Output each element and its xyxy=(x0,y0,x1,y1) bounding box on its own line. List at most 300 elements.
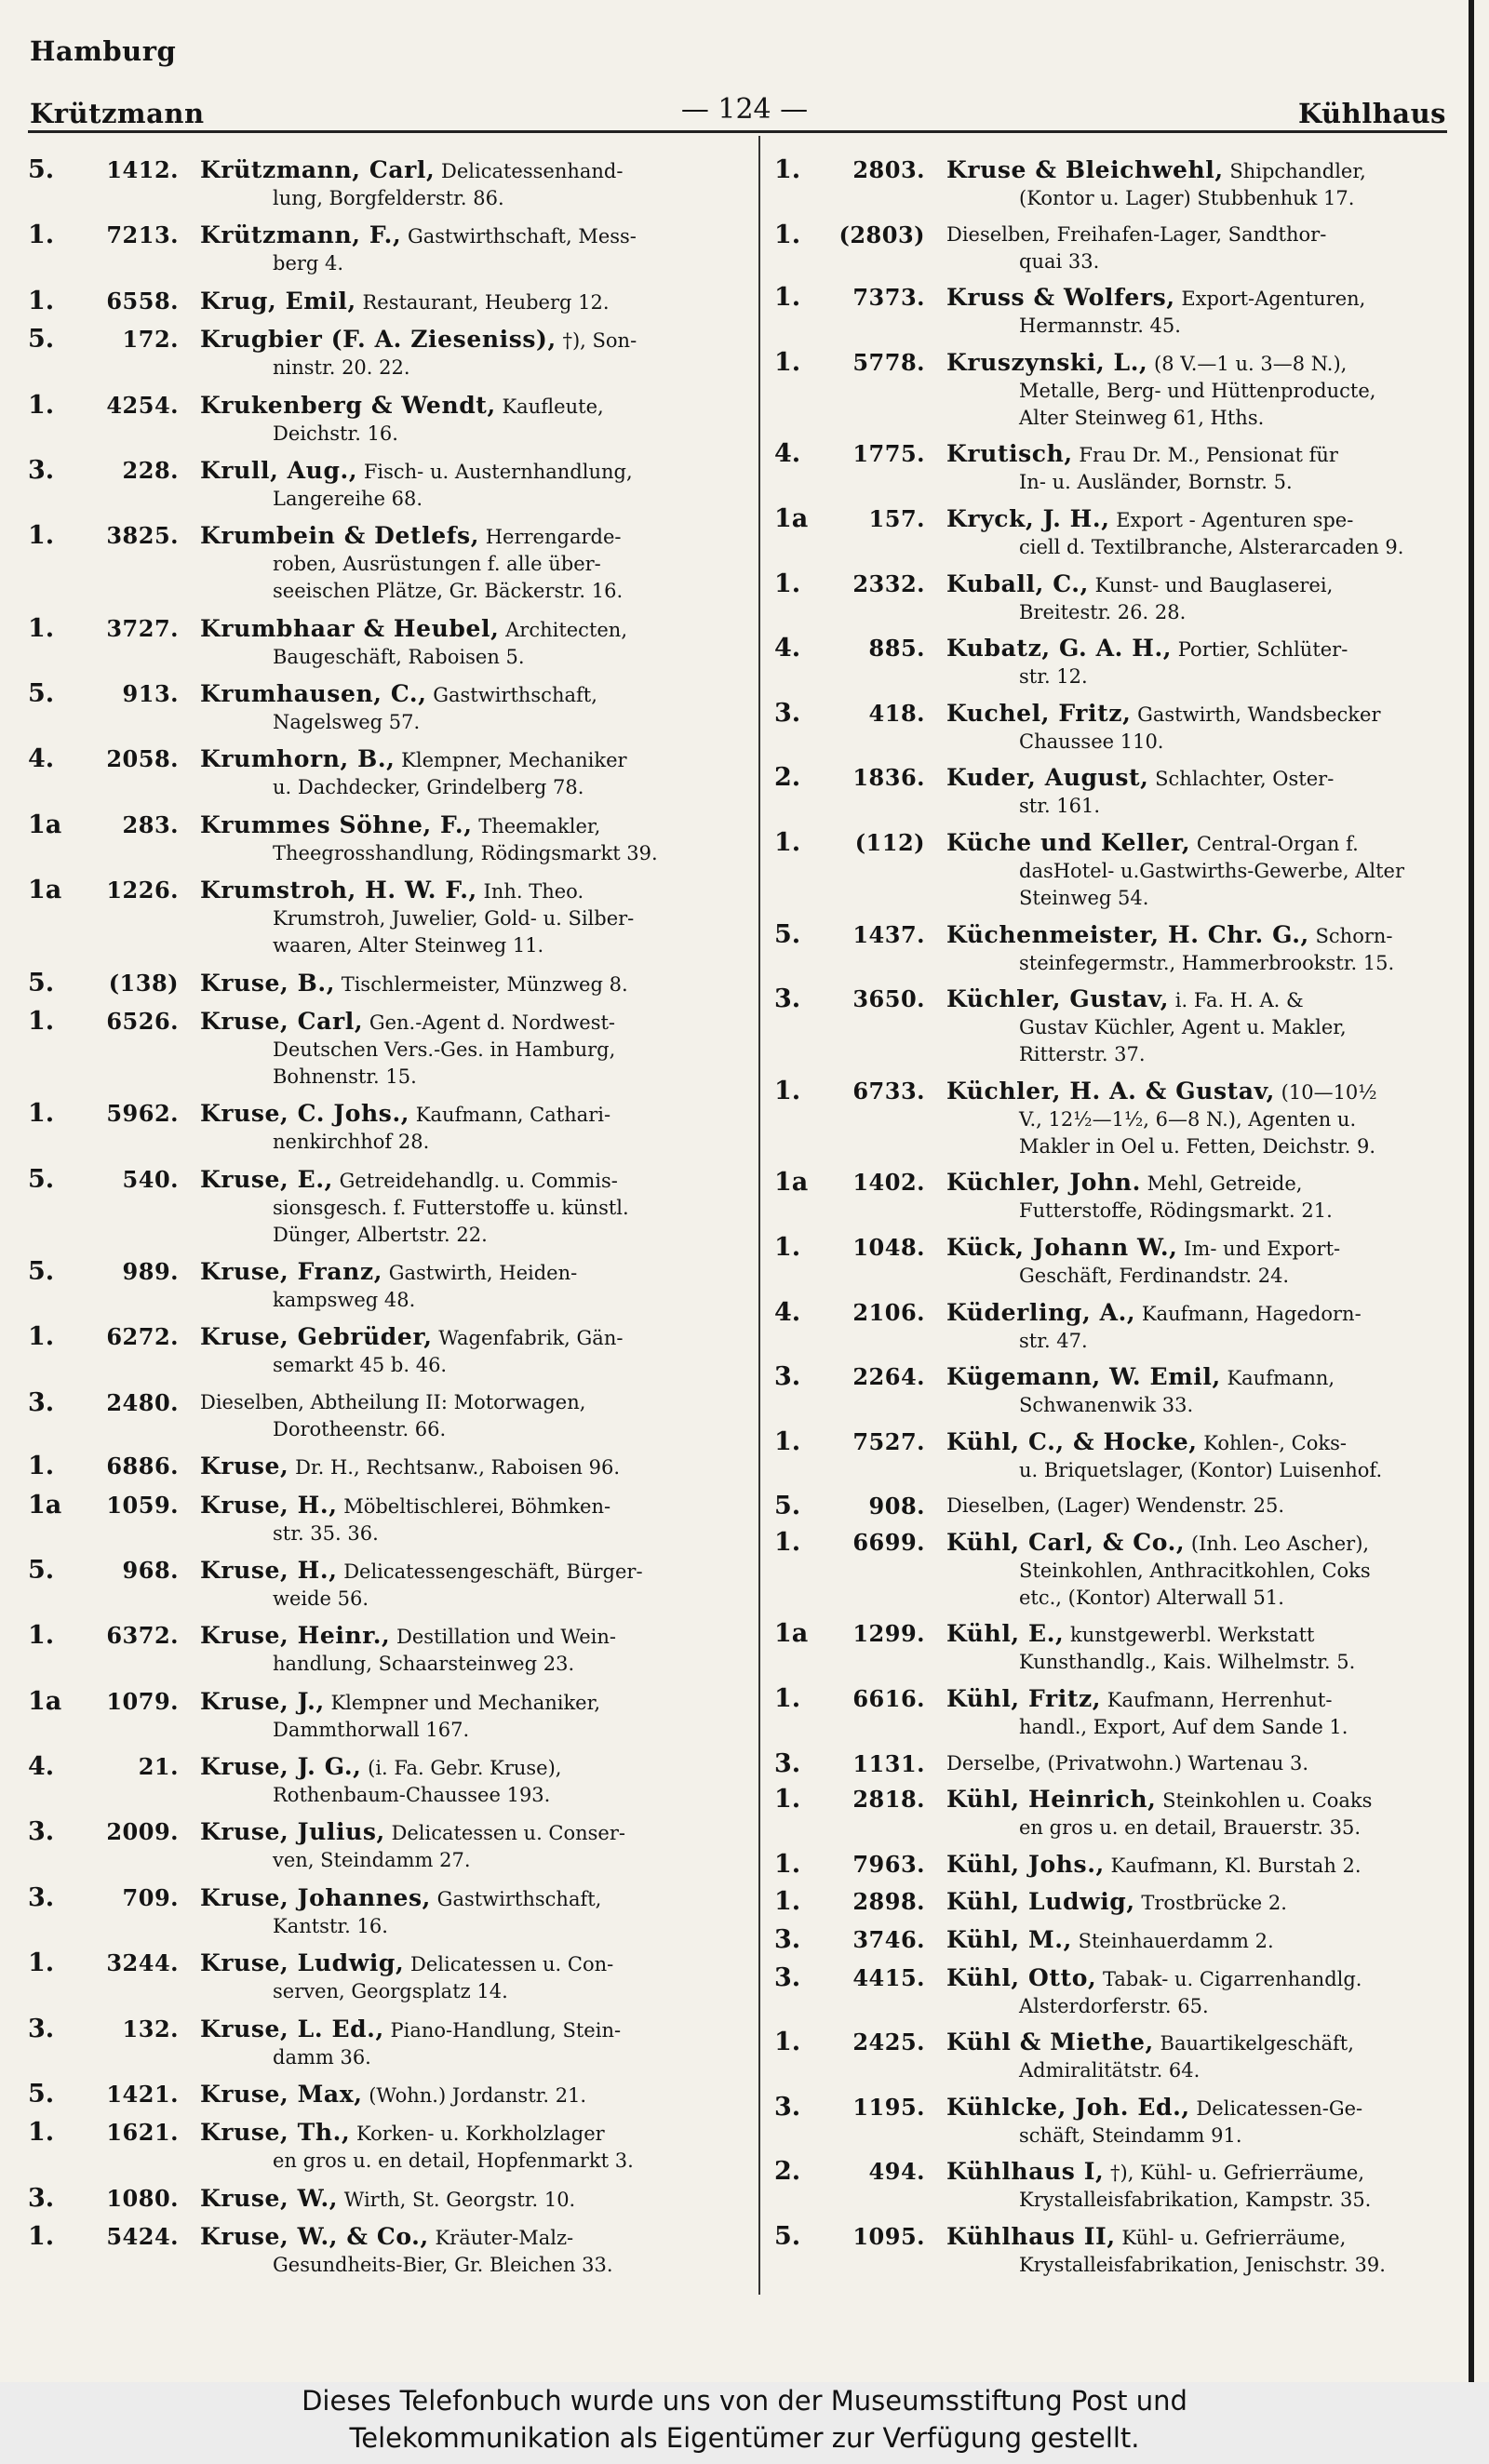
entry-detail: Central-Organ f. xyxy=(1196,832,1359,855)
exchange-code: 5. xyxy=(28,2079,55,2109)
phone-number: 885. xyxy=(868,635,925,663)
entry-detail: Wagenfabrik, Gän- xyxy=(438,1327,624,1350)
entry-detail: Dr. H., Rechtsanw., Raboisen 96. xyxy=(295,1456,621,1480)
phone-number: 157. xyxy=(868,504,925,532)
entry-detail: Schorn- xyxy=(1315,924,1393,947)
directory-entry xyxy=(28,2015,744,2071)
entry-continuation: Theegrosshandlung, Rödingsmarkt 39. xyxy=(273,841,658,864)
entry-detail: Export-Agenturen, xyxy=(1181,288,1366,311)
entry-detail: (10—10½ xyxy=(1281,1080,1377,1104)
entry-detail: Shipchandler, xyxy=(1229,160,1366,182)
phone-number: 2803. xyxy=(852,156,925,183)
exchange-code: 1. xyxy=(774,1527,801,1557)
exchange-code: 5. xyxy=(28,968,55,998)
entry-continuation: Dammthorwall 167. xyxy=(273,1718,470,1741)
entry-continuation: Ritterstr. 37. xyxy=(1019,1043,1146,1066)
exchange-code: 3. xyxy=(28,455,55,485)
page-number: — 124 — xyxy=(680,93,809,126)
phone-number: 6558. xyxy=(106,287,179,315)
phone-number: 1095. xyxy=(852,2223,925,2250)
entry-continuation: Steinkohlen, Anthracitkohlen, Coks xyxy=(1019,1559,1371,1582)
entry-detail: Delicatessen u. Con- xyxy=(410,1953,614,1976)
entry-detail: Architecten, xyxy=(505,618,628,641)
directory-entry xyxy=(28,2081,744,2109)
directory-entry xyxy=(28,1100,744,1156)
entry-continuation: damm 36. xyxy=(273,2045,371,2069)
phone-number: 2106. xyxy=(852,1298,925,1326)
entry-name: Kruse & Bleichwehl, xyxy=(946,156,1224,183)
entry-detail: Möbeltischlerei, Böhmken- xyxy=(343,1494,611,1518)
directory-entry xyxy=(28,615,744,671)
entry-name: Kruse, W., xyxy=(200,2184,339,2212)
entry-continuation: steinfegermstr., Hammerbrookstr. 15. xyxy=(1019,951,1395,974)
exchange-code: 1. xyxy=(774,1785,801,1815)
exchange-code: 1. xyxy=(774,1684,801,1714)
exchange-code: 3. xyxy=(774,2092,801,2122)
entry-name: Kruse, Th., xyxy=(200,2119,351,2147)
entry-name: Kügemann, W. Emil, xyxy=(946,1363,1221,1391)
entry-name: Kruse, Max, xyxy=(200,2080,363,2108)
entry-name: Kruse, E., xyxy=(200,1165,333,1193)
entry-name: Küchler, H. A. & Gustav, xyxy=(946,1077,1275,1105)
entry-continuation: Steinweg 54. xyxy=(1019,886,1149,909)
entry-name: Krukenberg & Wendt, xyxy=(200,391,496,419)
directory-entry xyxy=(774,1234,1458,1290)
entry-continuation: lung, Borgfelderstr. 86. xyxy=(273,187,504,209)
phone-number: 2264. xyxy=(852,1363,925,1391)
entry-continuation: sionsgesch. f. Futterstoffe u. künstl. xyxy=(273,1196,629,1219)
exchange-code: 1. xyxy=(28,221,55,250)
directory-entry xyxy=(774,284,1458,340)
entry-continuation: Dorotheenstr. 66. xyxy=(273,1417,447,1440)
entry-name: Kuball, C., xyxy=(946,569,1089,597)
entry-name: Krugbier (F. A. Zieseniss), xyxy=(200,326,557,354)
entry-name: Kruse, xyxy=(200,1453,289,1480)
exchange-code: 1. xyxy=(28,1948,55,1978)
entry-continuation: berg 4. xyxy=(273,252,344,275)
phone-number: 3746. xyxy=(852,1926,925,1954)
left-running-head: Krützmann xyxy=(30,98,205,129)
entry-continuation: ninstr. 20. 22. xyxy=(273,356,410,380)
entry-continuation: ven, Steindamm 27. xyxy=(273,1849,471,1872)
phone-number: 1437. xyxy=(852,920,925,948)
entry-detail: Kaufmann, Hagedorn- xyxy=(1141,1302,1362,1325)
exchange-code: 1a xyxy=(28,1686,62,1716)
directory-entry xyxy=(28,326,744,382)
exchange-code: 1. xyxy=(774,2028,801,2057)
page-edge xyxy=(1469,0,1474,2382)
entry-continuation: etc., (Kontor) Alterwall 51. xyxy=(1019,1586,1284,1609)
exchange-code: 1. xyxy=(28,1322,55,1352)
entry-detail: Herrengarde- xyxy=(485,526,622,549)
entry-detail: (Inh. Leo Ascher), xyxy=(1190,1532,1370,1555)
entry-detail: Wirth, St. Georgstr. 10. xyxy=(343,2188,576,2211)
exchange-code: 1. xyxy=(28,1099,55,1129)
exchange-code: 1. xyxy=(28,521,55,551)
entry-detail: Derselbe, (Privatwohn.) Wartenau 3. xyxy=(946,1751,1309,1774)
phone-number: 908. xyxy=(868,1493,925,1520)
entry-name: Krützmann, F., xyxy=(200,221,402,249)
entry-continuation: Krystalleisfabrikation, Kampstr. 35. xyxy=(1019,2189,1372,2212)
phone-number: 1226. xyxy=(106,877,179,904)
directory-entry xyxy=(28,1258,744,1314)
entry-detail: Theemakler, xyxy=(478,814,601,837)
entry-continuation: Rothenbaum-Chaussee 193. xyxy=(273,1784,551,1806)
exchange-code: 1. xyxy=(774,1887,801,1917)
entry-name: Küchler, Gustav, xyxy=(946,985,1170,1013)
entry-detail: Gastwirth, Heiden- xyxy=(388,1262,578,1284)
right-column xyxy=(774,156,1458,2288)
entry-name: Kuchel, Fritz, xyxy=(946,699,1132,727)
entry-detail: Gastwirthschaft, xyxy=(433,684,597,706)
entry-continuation: str. 47. xyxy=(1019,1329,1088,1352)
directory-entry xyxy=(774,1685,1458,1741)
entry-name: Kruse, W., & Co., xyxy=(200,2223,429,2250)
entry-detail: Gastwirth, Wandsbecker xyxy=(1137,703,1381,726)
directory-entry xyxy=(774,2223,1458,2279)
exchange-code: 3. xyxy=(774,1962,801,1992)
exchange-code: 3. xyxy=(774,1362,801,1392)
directory-entry xyxy=(774,1926,1458,1955)
entry-continuation: seeischen Plätze, Gr. Bäckerstr. 16. xyxy=(273,580,624,603)
entry-name: Kruse, B., xyxy=(200,969,336,997)
entry-continuation: Alsterdorferstr. 65. xyxy=(1019,1994,1209,2017)
entry-name: Kruse, J., xyxy=(200,1687,325,1715)
phone-number: 3825. xyxy=(106,522,179,550)
exchange-code: 5. xyxy=(28,155,55,184)
entry-detail: Korken- u. Korkholzlager xyxy=(355,2123,605,2146)
entry-detail: Tischlermeister, Münzweg 8. xyxy=(341,972,628,996)
exchange-code: 3. xyxy=(28,2014,55,2043)
exchange-code: 3. xyxy=(28,1387,55,1417)
entry-name: Kruse, Franz, xyxy=(200,1258,383,1285)
entry-detail: Delicatessen-Ge- xyxy=(1196,2096,1363,2120)
directory-entry xyxy=(28,221,744,277)
entry-detail: Mehl, Getreide, xyxy=(1147,1172,1303,1196)
entry-name: Krug, Emil, xyxy=(200,287,356,315)
entry-detail: Kaufmann, Kl. Burstah 2. xyxy=(1110,1854,1362,1877)
entry-name: Küche und Keller, xyxy=(946,828,1191,856)
directory-entry xyxy=(28,811,744,867)
phone-number: 6616. xyxy=(852,1685,925,1713)
footer-line-1: Dieses Telefonbuch wurde uns von der Museumsstiftung Post und xyxy=(302,2385,1187,2417)
entry-continuation: Alter Steinweg 61, Hths. xyxy=(1019,406,1265,429)
phone-number: 1048. xyxy=(852,1233,925,1261)
directory-entry xyxy=(28,1492,744,1547)
entry-name: Kühlhaus I, xyxy=(946,2158,1105,2186)
phone-number: 7373. xyxy=(852,284,925,312)
entry-detail: Schlachter, Oster- xyxy=(1155,768,1335,791)
exchange-code: 1a xyxy=(774,503,809,533)
phone-number: 989. xyxy=(122,1258,179,1285)
entry-name: Kühl, Heinrich, xyxy=(946,1786,1157,1814)
exchange-code: 1. xyxy=(28,613,55,643)
entry-detail: Export - Agenturen spe- xyxy=(1116,508,1354,531)
phone-number: 494. xyxy=(868,2158,925,2186)
exchange-code: 1. xyxy=(774,347,801,377)
entry-detail: Tabak- u. Cigarrenhandlg. xyxy=(1102,1967,1362,1990)
directory-entry xyxy=(28,392,744,448)
phone-number: 1059. xyxy=(106,1491,179,1519)
entry-name: Kruse, Heinr., xyxy=(200,1622,391,1650)
entry-continuation: waaren, Alter Steinweg 11. xyxy=(273,934,544,957)
entry-name: Kühl, E., xyxy=(946,1620,1065,1648)
entry-detail: Gen.-Agent d. Nordwest- xyxy=(369,1011,616,1034)
exchange-code: 2. xyxy=(774,2157,801,2187)
entry-continuation: roben, Ausrüstungen f. alle über- xyxy=(273,553,601,576)
phone-number: 5778. xyxy=(852,348,925,376)
phone-number: (2803) xyxy=(838,221,925,248)
exchange-code: 3. xyxy=(774,1748,801,1778)
directory-entry xyxy=(774,764,1458,820)
directory-entry xyxy=(774,1363,1458,1419)
exchange-code: 1a xyxy=(774,1168,809,1198)
phone-number: 1080. xyxy=(106,2184,179,2212)
entry-detail: Inh. Theo. xyxy=(483,880,584,904)
footer-notice xyxy=(0,2382,1489,2464)
column-divider xyxy=(758,136,760,2295)
header-rule xyxy=(28,130,1447,133)
phone-number: 6272. xyxy=(106,1323,179,1351)
entry-name: Kruse, H., xyxy=(200,1556,338,1584)
entry-continuation: serven, Georgsplatz 14. xyxy=(273,1980,508,2003)
directory-entry xyxy=(774,570,1458,626)
entry-continuation: en gros u. en detail, Brauerstr. 35. xyxy=(1019,1816,1361,1840)
entry-detail: Trostbrücke 2. xyxy=(1141,1892,1287,1915)
entry-name: Küchenmeister, H. Chr. G., xyxy=(946,920,1309,948)
exchange-code: 1. xyxy=(28,2118,55,2148)
entry-continuation: str. 161. xyxy=(1019,795,1101,818)
entry-detail: Kohlen-, Coks- xyxy=(1203,1431,1347,1454)
exchange-code: 2. xyxy=(774,763,801,793)
phone-number: 7213. xyxy=(106,221,179,249)
directory-entry xyxy=(774,1428,1458,1484)
exchange-code: 3. xyxy=(774,984,801,1014)
entry-continuation: Gustav Küchler, Agent u. Makler, xyxy=(1019,1016,1347,1039)
phone-number: (112) xyxy=(854,828,925,856)
exchange-code: 1. xyxy=(774,1232,801,1262)
exchange-code: 1a xyxy=(28,1490,62,1520)
entry-name: Kruse, C. Johs., xyxy=(200,1100,410,1128)
directory-entry xyxy=(28,1818,744,1874)
phone-number: 2480. xyxy=(106,1388,179,1416)
directory-entry xyxy=(774,1888,1458,1917)
entry-continuation: nenkirchhof 28. xyxy=(273,1131,430,1154)
exchange-code: 5. xyxy=(28,1164,55,1194)
phone-number: 2332. xyxy=(852,569,925,597)
exchange-code: 1. xyxy=(774,220,801,249)
entry-name: Kühl, C., & Hocke, xyxy=(946,1427,1198,1455)
phone-number: 172. xyxy=(122,326,179,354)
exchange-code: 5. xyxy=(28,1257,55,1286)
phone-number: 5962. xyxy=(106,1100,179,1128)
entry-detail: Kühl- u. Gefrierräume, xyxy=(1121,2227,1347,2249)
phone-number: 2425. xyxy=(852,2029,925,2056)
phone-number: 2058. xyxy=(106,745,179,773)
entry-continuation: In- u. Ausländer, Bornstr. 5. xyxy=(1019,471,1293,494)
entry-continuation: Langereihe 68. xyxy=(273,487,423,510)
directory-entry xyxy=(774,1620,1458,1676)
directory-entry xyxy=(774,829,1458,912)
phone-number: 7963. xyxy=(852,1850,925,1878)
entry-continuation: kampsweg 48. xyxy=(273,1289,416,1311)
phone-number: 1299. xyxy=(852,1620,925,1648)
exchange-code: 5. xyxy=(28,325,55,355)
entry-name: Kück, Johann W., xyxy=(946,1233,1178,1261)
phone-number: 2898. xyxy=(852,1888,925,1916)
entry-detail: Destillation und Wein- xyxy=(396,1626,616,1649)
phone-number: (138) xyxy=(108,969,179,997)
directory-entry xyxy=(28,1323,744,1379)
phone-number: 6699. xyxy=(852,1528,925,1556)
phone-number: 1775. xyxy=(852,440,925,468)
phone-number: 1402. xyxy=(852,1169,925,1197)
entry-continuation: handlung, Schaarsteinweg 23. xyxy=(273,1653,575,1676)
entry-name: Küchler, John. xyxy=(946,1169,1141,1197)
exchange-code: 5. xyxy=(28,1555,55,1585)
exchange-code: 1. xyxy=(28,2222,55,2251)
entry-detail: Delicatessenhand- xyxy=(441,160,624,182)
directory-entry xyxy=(28,1453,744,1481)
exchange-code: 3. xyxy=(774,1925,801,1955)
phone-number: 4254. xyxy=(106,391,179,419)
directory-entry xyxy=(28,457,744,513)
entry-name: Kruse, Julius, xyxy=(200,1818,385,1846)
entry-name: Krumhorn, B., xyxy=(200,745,396,773)
directory-entry xyxy=(28,1688,744,1744)
exchange-code: 4. xyxy=(774,439,801,469)
directory-entry xyxy=(28,288,744,316)
entry-continuation: u. Briquetslager, (Kontor) Luisenhof. xyxy=(1019,1458,1383,1481)
directory-entry xyxy=(774,1851,1458,1880)
directory-entry xyxy=(774,1786,1458,1841)
entry-continuation: Nagelsweg 57. xyxy=(273,711,421,733)
directory-entry xyxy=(774,1964,1458,2020)
entry-continuation: Gesundheits-Bier, Gr. Bleichen 33. xyxy=(273,2254,613,2276)
entry-continuation: semarkt 45 b. 46. xyxy=(273,1354,448,1377)
directory-entry xyxy=(774,440,1458,496)
exchange-code: 3. xyxy=(774,698,801,728)
exchange-code: 1. xyxy=(28,1452,55,1481)
entry-name: Krumbhaar & Heubel, xyxy=(200,614,500,642)
entry-detail: Delicatessen u. Conser- xyxy=(391,1822,625,1845)
entry-name: Kühl, M., xyxy=(946,1926,1072,1954)
entry-detail: Dieselben, Freihafen-Lager, Sandthor- xyxy=(946,222,1327,246)
entry-continuation: Hermannstr. 45. xyxy=(1019,315,1181,338)
entry-detail: Restaurant, Heuberg 12. xyxy=(362,290,610,314)
entry-continuation: str. 12. xyxy=(1019,665,1088,689)
directory-entry xyxy=(28,1389,744,1443)
phone-number: 4415. xyxy=(852,1963,925,1991)
right-running-head: Kühlhaus xyxy=(1297,98,1446,129)
entry-detail: Delicatessengeschäft, Bürger- xyxy=(343,1560,643,1583)
directory-entry xyxy=(28,156,744,212)
phone-number: 1621. xyxy=(106,2119,179,2147)
directory-entry xyxy=(774,2094,1458,2149)
directory-entry xyxy=(774,1493,1458,1520)
entry-detail: Getreidehandlg. u. Commis- xyxy=(339,1169,618,1192)
entry-detail: i. Fa. H. A. & xyxy=(1174,989,1304,1012)
directory-entry xyxy=(774,2158,1458,2214)
entry-name: Kuder, August, xyxy=(946,764,1149,792)
directory-entry xyxy=(774,156,1458,212)
entry-continuation: Makler in Oel u. Fetten, Deichstr. 9. xyxy=(1019,1134,1376,1158)
entry-continuation: quai 33. xyxy=(1019,249,1100,273)
entry-name: Kruse, Johannes, xyxy=(200,1883,431,1911)
phone-number: 1412. xyxy=(106,156,179,183)
entry-continuation: Dünger, Albertstr. 22. xyxy=(273,1223,488,1246)
directory-entry xyxy=(28,1622,744,1678)
entry-continuation: (Kontor u. Lager) Stubbenhuk 17. xyxy=(1019,187,1355,209)
entry-detail: Im- und Export- xyxy=(1184,1237,1341,1260)
entry-name: Kühl, Fritz, xyxy=(946,1685,1102,1713)
exchange-code: 1. xyxy=(774,1076,801,1105)
exchange-code: 1a xyxy=(28,876,62,905)
entry-continuation: V., 12½—1½, 6—8 N.), Agenten u. xyxy=(1019,1107,1357,1131)
entry-detail: Klempner, Mechaniker xyxy=(401,749,627,772)
directory-entry xyxy=(28,680,744,736)
exchange-code: 1. xyxy=(774,1849,801,1879)
directory-entry xyxy=(774,1529,1458,1612)
entry-continuation: dasHotel- u.Gastwirths-Gewerbe, Alter xyxy=(1019,859,1404,882)
directory-entry xyxy=(774,2029,1458,2084)
directory-entry xyxy=(28,745,744,801)
entry-continuation: schäft, Steindamm 91. xyxy=(1019,2123,1242,2147)
exchange-code: 4. xyxy=(28,1752,55,1781)
exchange-code: 1. xyxy=(774,155,801,184)
entry-continuation: Krystalleisfabrikation, Jenischstr. 39. xyxy=(1019,2254,1386,2276)
exchange-code: 5. xyxy=(774,1492,801,1521)
entry-detail: (Wohn.) Jordanstr. 21. xyxy=(369,2083,587,2107)
exchange-code: 5. xyxy=(774,2222,801,2251)
entry-detail: (8 V.—1 u. 3—8 N.), xyxy=(1154,352,1348,375)
entry-continuation: Baugeschäft, Raboisen 5. xyxy=(273,645,525,668)
phone-number: 6372. xyxy=(106,1622,179,1650)
entry-detail: Dieselben, Abtheilung II: Motorwagen, xyxy=(200,1390,586,1413)
entry-detail: Dieselben, (Lager) Wendenstr. 25. xyxy=(946,1494,1284,1518)
phone-number: 283. xyxy=(122,810,179,838)
entry-detail: Gastwirthschaft, xyxy=(436,1887,602,1910)
exchange-code: 4. xyxy=(774,634,801,663)
entry-name: Kruss & Wolfers, xyxy=(946,284,1175,312)
phone-number: 1421. xyxy=(106,2080,179,2108)
directory-entry xyxy=(774,635,1458,690)
entry-name: Kühl, Carl, & Co., xyxy=(946,1528,1186,1556)
exchange-code: 1. xyxy=(774,827,801,857)
entry-name: Krutisch, xyxy=(946,440,1073,468)
exchange-code: 1a xyxy=(28,810,62,839)
directory-entry xyxy=(774,1750,1458,1777)
exchange-code: 1. xyxy=(28,390,55,420)
entry-name: Krummes Söhne, F., xyxy=(200,810,473,838)
exchange-code: 1. xyxy=(28,1006,55,1036)
phone-number: 6526. xyxy=(106,1007,179,1035)
entry-detail: Kräuter-Malz- xyxy=(435,2227,574,2249)
entry-name: Kühlcke, Joh. Ed., xyxy=(946,2093,1190,2121)
exchange-code: 1a xyxy=(774,1619,809,1649)
entry-detail: Kaufleute, xyxy=(502,395,604,418)
entry-name: Kühl, Otto, xyxy=(946,1963,1097,1991)
entry-continuation: Krumstroh, Juwelier, Gold- u. Silber- xyxy=(273,907,635,931)
phone-number: 709. xyxy=(122,1883,179,1911)
phone-number: 6886. xyxy=(106,1453,179,1480)
entry-detail: Kaufmann, Cathari- xyxy=(415,1104,611,1127)
entry-name: Kühl, Ludwig, xyxy=(946,1888,1135,1916)
directory-entry xyxy=(28,1753,744,1809)
exchange-code: 5. xyxy=(28,679,55,708)
entry-name: Kryck, J. H., xyxy=(946,504,1110,532)
phone-number: 132. xyxy=(122,2015,179,2042)
